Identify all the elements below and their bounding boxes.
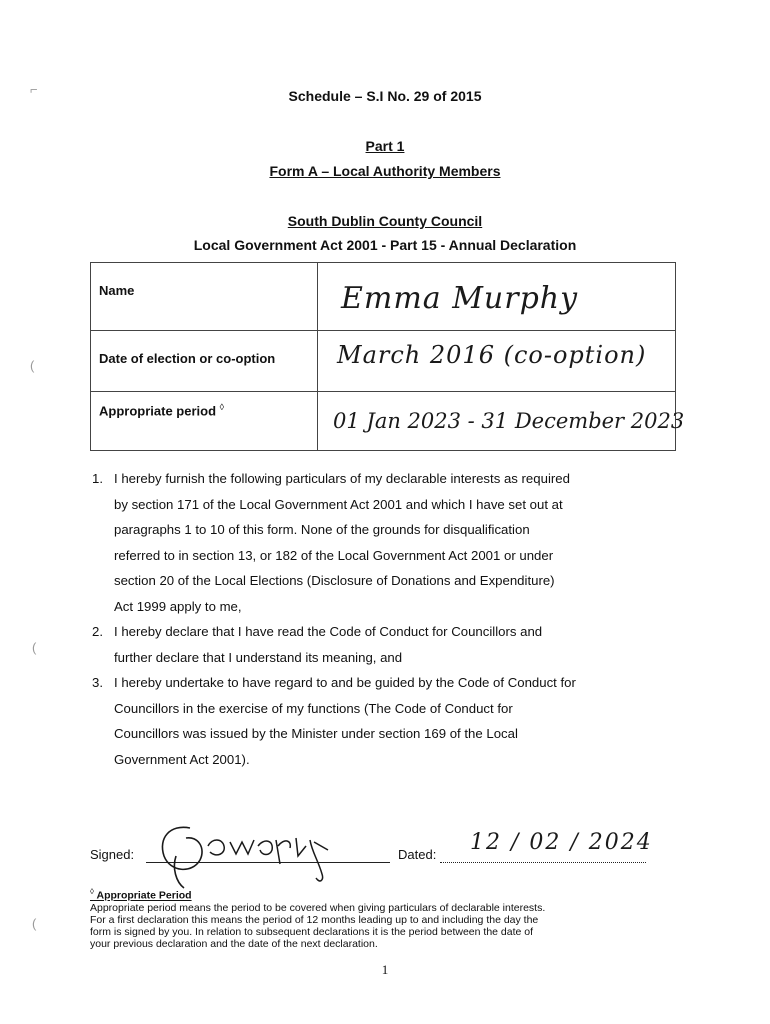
declaration-line: Councillors was issued by the Minister under section 169 of the Local <box>114 726 518 741</box>
declaration-number: 1. <box>92 471 103 486</box>
footnote <box>90 886 670 950</box>
declaration-line: I hereby undertake to have regard to and be guided by the Code of Conduct for <box>114 675 576 690</box>
signed-label: Signed: <box>90 847 135 862</box>
footnote-title-text: Appropriate Period <box>96 889 192 902</box>
declaration-table <box>90 262 685 451</box>
election-date-handwritten-value: March 2016 (co-option) <box>337 341 647 369</box>
declaration-item <box>92 619 672 670</box>
declaration-item <box>92 466 672 619</box>
declaration-line: paragraphs 1 to 10 of this form. None of the grounds for disqualification <box>114 522 530 537</box>
table-row-divider <box>91 391 675 392</box>
declaration-item <box>92 670 672 772</box>
declaration-line: referred to in section 13, or 182 of the Local Government Act 2001 or under <box>114 547 554 563</box>
declaration-line: Councillors in the exercise of my functions (The Code of Conduct for <box>114 700 513 716</box>
election-date-label: Date of election or co-option <box>99 351 276 366</box>
page-number: 1 <box>381 962 389 977</box>
footnote-line: form is signed by you. In relation to subsequent declarations it is the period between the date of <box>90 925 534 938</box>
footnote-line: your previous declaration and the date of the next declaration. <box>90 937 378 950</box>
scan-margin-mark: ( <box>32 916 37 931</box>
declarations-list <box>92 466 672 772</box>
council-heading: South Dublin County Council <box>287 213 483 229</box>
footnote-title <box>90 886 670 902</box>
handwritten-date: 12 / 02 / 2024 <box>470 830 653 855</box>
name-label: Name <box>99 283 135 298</box>
declaration-line: I hereby declare that I have read the Code of Conduct for Councillors and <box>114 624 543 639</box>
date-line <box>440 862 646 863</box>
handwritten-signature <box>150 816 360 890</box>
scan-margin-mark: ⌐ <box>30 82 38 97</box>
appropriate-period-label <box>99 402 224 418</box>
declaration-line: section 20 of the Local Elections (Disclosure of Donations and Expenditure) <box>114 573 555 588</box>
form-heading: Form A – Local Authority Members <box>269 163 501 179</box>
declaration-line: Act 1999 apply to me, <box>114 598 242 614</box>
declaration-number: 2. <box>92 624 103 639</box>
appropriate-period-label-text: Appropriate period <box>99 403 217 419</box>
scan-margin-mark: ( <box>32 640 37 655</box>
name-handwritten-value: Emma Murphy <box>341 281 579 316</box>
schedule-title: Schedule – S.I No. 29 of 2015 <box>288 88 482 104</box>
footnote-line: Appropriate period means the period to be covered when giving particulars of declarable interests. <box>90 901 546 914</box>
part-heading: Part 1 <box>365 138 405 154</box>
declaration-line: further declare that I understand its meaning, and <box>114 649 403 665</box>
act-heading: Local Government Act 2001 - Part 15 - Annual Declaration <box>193 237 577 253</box>
appropriate-period-handwritten-value: 01 Jan 2023 - 31 December 2023 <box>333 409 685 433</box>
declaration-line: I hereby furnish the following particulars of my declarable interests as required <box>114 471 570 486</box>
declaration-line: by section 171 of the Local Government Act 2001 and which I have set out at <box>114 496 563 512</box>
footnote-line: For a first declaration this means the period of 12 months leading up to and including the day the <box>90 913 539 926</box>
table-divider <box>317 263 318 450</box>
footnote-mark: ◊ <box>90 887 94 896</box>
scan-margin-mark: ( <box>30 358 35 373</box>
declaration-number: 3. <box>92 675 103 690</box>
table-row-divider <box>91 330 675 331</box>
dated-label: Dated: <box>398 847 437 862</box>
footnote-mark: ◊ <box>219 402 225 412</box>
declaration-line: Government Act 2001). <box>114 751 250 767</box>
